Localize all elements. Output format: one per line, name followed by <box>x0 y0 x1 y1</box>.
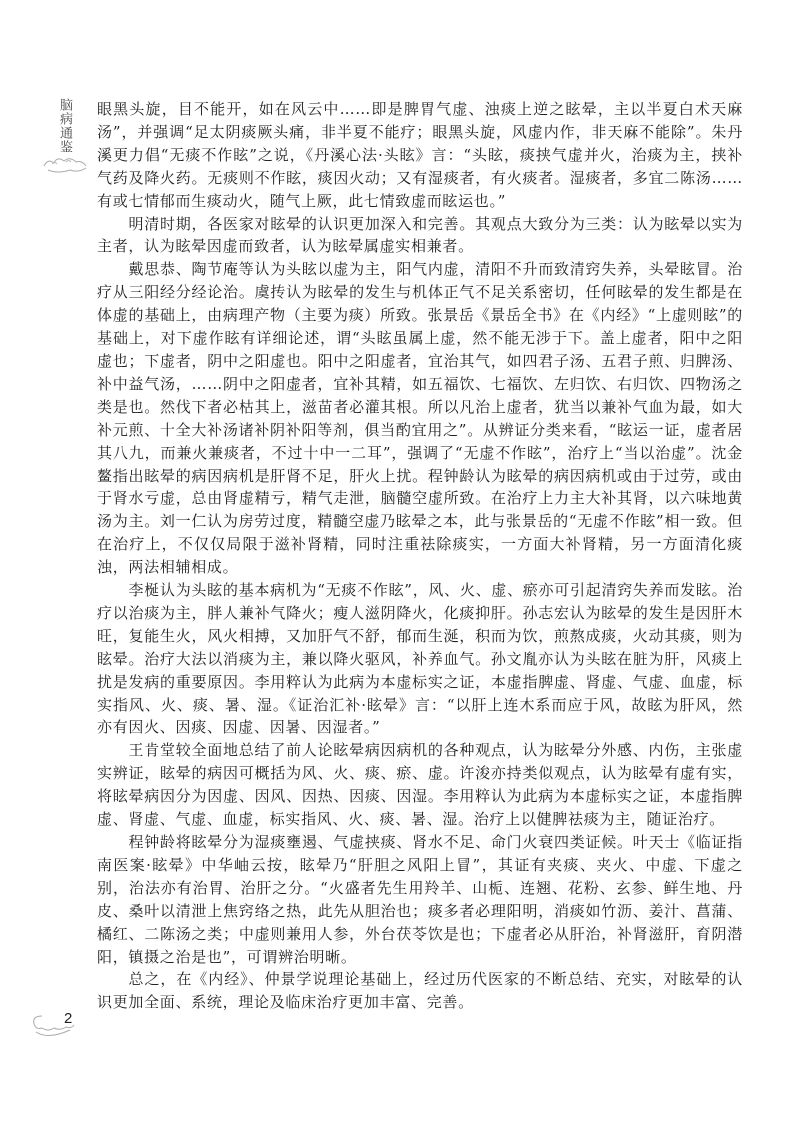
page-number: 2 <box>64 1010 73 1027</box>
paragraph: 戴思恭、陶节庵等认为头眩以虚为主，阳气内虚，清阳不升而致清窍失养，头晕眩冒。治疗从三阳经分经论治。虞抟认为眩晕的发生与机体正气不足关系密切，任何眩晕的发生都是在体虚的基础上，由病理产物（主要为痰）所致。张景岳《景岳全书》在《内经》“上虚则眩”的基础上，对下虚作眩有详细论述，谓“头眩虽属上虚，然不能无涉于下。盖上虚者，阳中之阳虚也；下虚者，阴中之阳虚也。阳中之阳虚者，宜治其气，如四君子汤、五君子煎、归脾汤、补中益气汤，……阴中之阳虚者，宜补其精，如五福饮、七福饮、左归饮、右归饮、四物汤之类是也。然伐下者必枯其上，滋苗者必灌其根。所以凡治上虚者，犹当以兼补气血为最，如大补元煎、十全大补汤诸补阴补阳等剂，俱当酌宜用之”。从辨证分类来看，“眩运一证，虚者居其八九，而兼火兼痰者，不过十中一二耳”，强调了“无虚不作眩”，治疗上“当以治虚”。沈金鳌指出眩晕的病因病机是肝肾不足，肝火上扰。程钟龄认为眩晕的病因病机或由于过劳，或由于肾水亏虚，总由肾虚精亏，精气走泄，脑髓空虚所致。在治疗上力主大补其肾，以六味地黄汤为主。刘一仁认为房劳过度，精髓空虚乃眩晕之本，此与张景岳的“无虚不作眩”相一致。但在治疗上，不仅仅局限于滋补肾精，同时注重祛除痰实，一方面大补肾精，另一方面清化痰浊，两法相辅相成。 <box>97 260 743 577</box>
cloud-ornament-icon <box>40 152 92 176</box>
paragraph: 李梴认为头眩的基本病机为“无痰不作眩”，风、火、虚、瘀亦可引起清窍失养而发眩。治疗以治痰为主，胖人兼补气降火；瘦人滋阴降火，化痰抑肝。孙志宏认为眩晕的发生是因肝木旺，复能生火，风火相搏，又加肝气不舒，郁而生涎，积而为饮，煎熬成痰，火动其痰，则为眩晕。治疗大法以消痰为主，兼以降火驱风，补养血气。孙文胤亦认为头眩在脏为肝，风痰上扰是发病的重要原因。李用粹认为此病为本虚标实之证，本虚指脾虚、肾虚、气虚、血虚，标实指风、火、痰、暑、湿。《证治汇补·眩晕》言：“以肝上连木系而应于风，故眩为肝风，然亦有因火、因痰、因虚、因暑、因湿者。” <box>97 581 743 737</box>
paragraph: 眼黑头旋，目不能开，如在风云中……即是脾胃气虚、浊痰上逆之眩晕，主以半夏白术天麻汤”，并强调“足太阴痰厥头痛，非半夏不能疗；眼黑头旋，风虚内作，非天麻不能除”。朱丹溪更力倡“无痰不作眩”之说，《丹溪心法·头眩》言：“头眩，痰挟气虚并火，治痰为主，挟补气药及降火药。无痰则不作眩，痰因火动；又有湿痰者，有火痰者。湿痰者，多宜二陈汤……有或七情郁而生痰动火，随气上厥，此七情致虚而眩运也。” <box>97 100 743 210</box>
paragraph: 总之，在《内经》、仲景学说理论基础上，经过历代医家的不断总结、充实，对眩晕的认识更加全面、系统，理论及临床治疗更加丰富、完善。 <box>97 970 743 1012</box>
paragraph: 明清时期，各医家对眩晕的认识更加深入和完善。其观点大致分为三类：认为眩晕以实为主者，认为眩晕因虚而致者，认为眩晕属虚实相兼者。 <box>97 214 743 256</box>
running-head-book-title: 脑病通鉴 <box>57 98 72 154</box>
paragraph: 程钟龄将眩晕分为湿痰壅遏、气虚挟痰、肾水不足、命门火衰四类证候。叶天士《临证指南医案·眩晕》中华岫云按，眩晕乃“肝胆之风阳上冒”，其证有夹痰、夹火、中虚、下虚之别，治法亦有治胃、治肝之分。“火盛者先生用羚羊、山栀、连翘、花粉、玄参、鲜生地、丹皮、桑叶以清泄上焦窍络之热，此先从胆治也；痰多者必理阳明，消痰如竹沥、姜汁、菖蒲、橘红、二陈汤之类；中虚则兼用人参，外台茯苓饮是也；下虚者必从肝治，补肾滋肝，育阴潜阳，镇摄之治是也”，可谓辨治明晰。 <box>97 833 743 966</box>
body-text <box>97 98 743 1014</box>
paragraph: 王肯堂较全面地总结了前人论眩晕病因病机的各种观点，认为眩晕分外感、内伤，主张虚实辨证，眩晕的病因可概括为风、火、痰、瘀、虚。许浚亦持类似观点，认为眩晕有虚有实，将眩晕病因分为因虚、因风、因热、因痰、因湿。李用粹认为此病为本虚标实之证，本虚指脾虚、肾虚、气虚、血虚，标实指风、火、痰、暑、湿。治疗上以健脾祛痰为主，随证治疗。 <box>97 741 743 829</box>
